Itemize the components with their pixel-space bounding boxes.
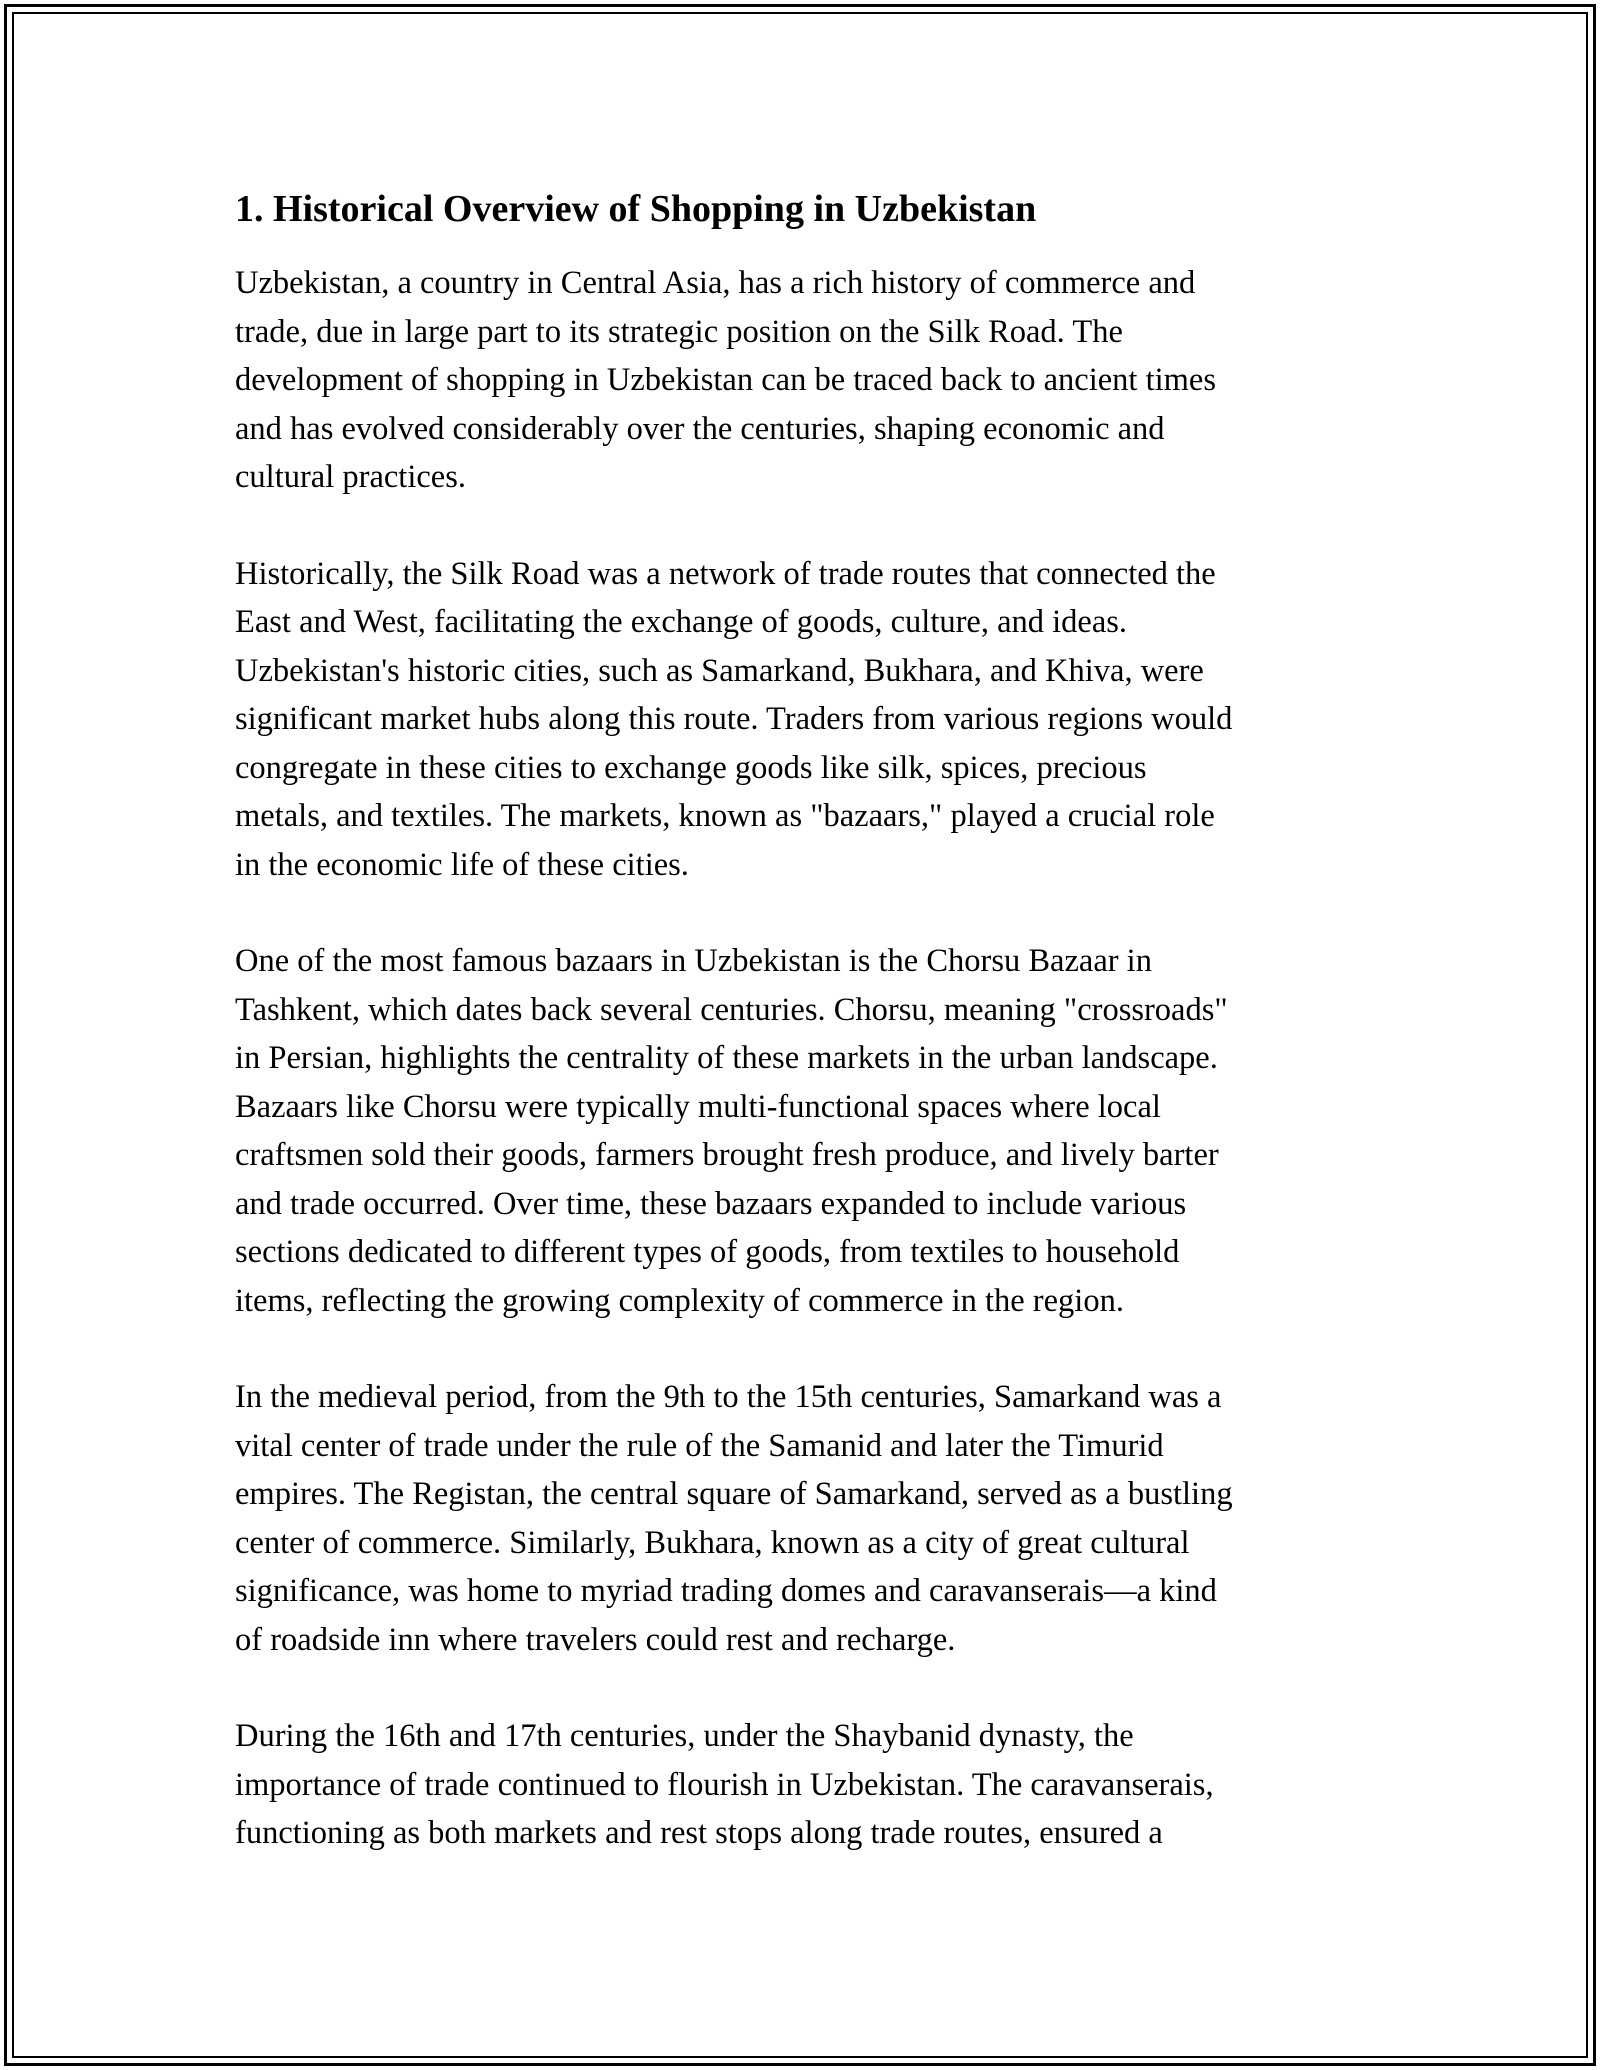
paragraph-3: One of the most famous bazaars in Uzbekistan is the Chorsu Bazaar in Tashkent, which dates back several centuries. Chorsu, meaning "crossroads" in Persian, highlights the centrality of these markets in the urban landscape. Bazaars like Chorsu were typically multi-functional spaces where local craftsmen sold their goods, farmers brought fresh produce, and lively barter and trade occurred. Over time, these bazaars expanded to include various sections dedicated to different types of goods, from textiles to household items, reflecting the growing complexity of commerce in the region. [235,943,1228,1319]
paragraph-1: Uzbekistan, a country in Central Asia, has a rich history of commerce and trade, due in large part to its strategic position on the Silk Road. The development of shopping in Uzbekistan can be traced back to ancient times and has evolved considerably over the centuries, shaping economic and cultural practices. [235,265,1216,495]
paragraph-4: In the medieval period, from the 9th to the 15th centuries, Samarkand was a vital center of trade under the rule of the Samanid and later the Timurid empires. The Registan, the central square of Samarkand, served as a bustling center of commerce. Similarly, Bukhara, known as a city of great cultural significance, was home to myriad trading domes and caravanserais—a kind of roadside inn where travelers could rest and recharge. [235,1379,1233,1658]
paragraph-5: During the 16th and 17th centuries, under the Shaybanid dynasty, the importance of trade continued to flourish in Uzbekistan. The caravanserais, functioning as both markets and rest stops along trade routes, ensured a [235,1718,1214,1851]
section-heading: 1. Historical Overview of Shopping in Uzbekistan [235,188,1037,230]
document-body [235,185,1375,1906]
paragraph-2: Historically, the Silk Road was a network of trade routes that connected the East and West, facilitating the exchange of goods, culture, and ideas. Uzbekistan's historic cities, such as Samarkand, Bukhara, and Khiva, were significant market hubs along this route. Traders from various regions would congregate in these cities to exchange goods like silk, spices, precious metals, and textiles. The markets, known as "bazaars," played a crucial role in the economic life of these cities. [235,555,1233,883]
